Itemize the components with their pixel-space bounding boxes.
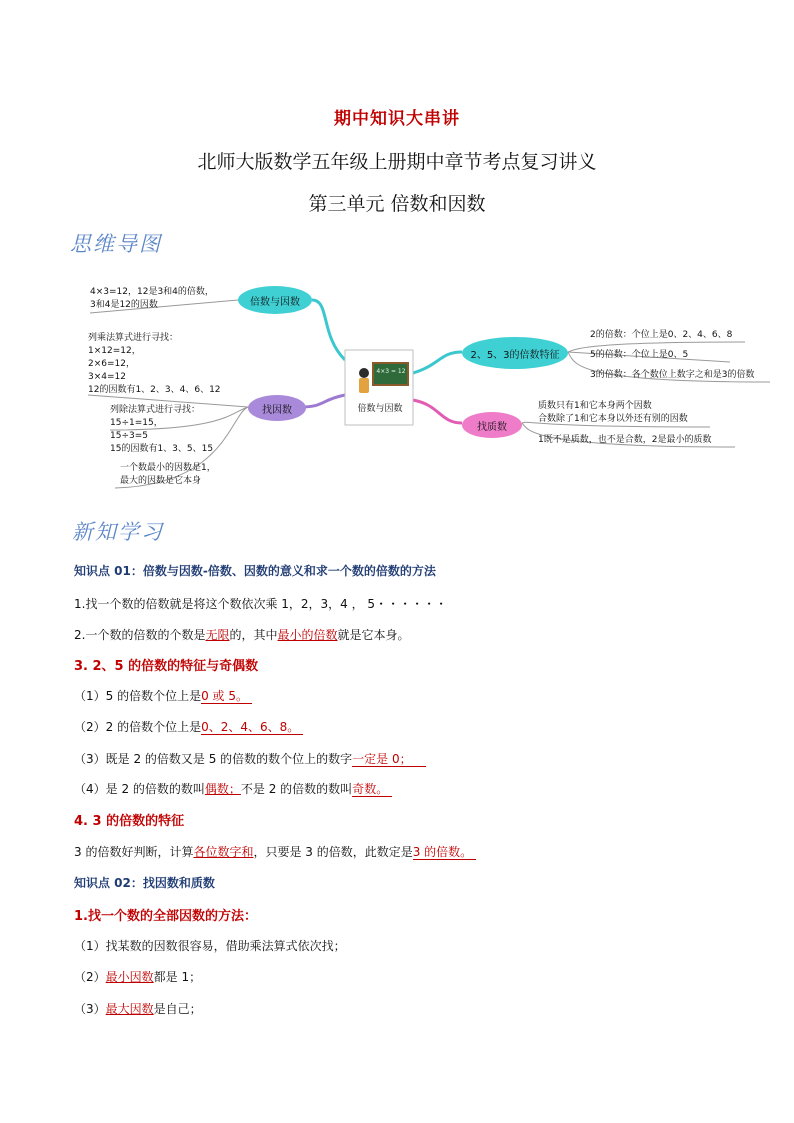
mindmap xyxy=(0,255,794,505)
point-2: （2）2 的倍数个位上是0、2、4、6、8。 xyxy=(74,718,303,735)
node-multiple-features: 2、5、3的倍数特征 xyxy=(462,337,568,369)
knowledge-point-2: 知识点 02：找因数和质数 xyxy=(74,876,215,890)
step-2: （2）最小因数都是 1； xyxy=(74,970,202,984)
line-1: 1.找一个数的倍数就是将这个数依次乘 1，2，3，4 ， 5・・・・・・ xyxy=(74,597,448,611)
step-1: （1）找某数的因数很容易，借助乘法算式依次找； xyxy=(74,939,346,953)
mindmap-center-label: 倍数与因数 xyxy=(357,404,403,414)
page-title: 期中知识大串讲 xyxy=(334,109,460,129)
line-2: 2.一个数的倍数的个数是无限的，其中最小的倍数就是它本身。 xyxy=(74,628,410,642)
line-3-multiples: 3 的倍数好判断，计算各位数字和，只要是 3 的倍数，此数定是3 的倍数。 xyxy=(74,843,476,860)
note-division-method: 列除法算式进行寻找： 15÷1=15， 15÷3=5 15的因数有1、3、5、15 xyxy=(110,405,214,454)
note-feature-2: 2的倍数：个位上是0、2、4、6、8 xyxy=(590,330,733,340)
note-min-max-factor: 一个数最小的因数是1， 最大的因数是它本身 xyxy=(120,463,216,486)
point-1: （1）5 的倍数个位上是0 或 5。 xyxy=(74,687,252,704)
node-find-primes: 找质数 xyxy=(462,412,522,438)
point-3: （3）既是 2 的倍数又是 5 的倍数的数个位上的数字一定是 0； xyxy=(74,750,426,767)
note-smallest-prime: 1既不是质数，也不是合数，2是最小的质数 xyxy=(538,435,712,445)
mindmap-section-label: 思维导图 xyxy=(70,232,162,256)
point-4: （4）是 2 的倍数的数叫偶数；不是 2 的倍数的数叫奇数。 xyxy=(74,780,392,797)
node-multiples-factors: 倍数与因数 xyxy=(238,286,312,314)
newlearn-section-label: 新知学习 xyxy=(72,520,164,544)
heading-3-multiples: 4. 3 的倍数的特征 xyxy=(74,814,185,829)
heading-2-5-multiples: 3. 2、5 的倍数的特征与奇偶数 xyxy=(74,659,259,674)
knowledge-point-1: 知识点 01：倍数与因数-倍数、因数的意义和求一个数的倍数的方法 xyxy=(74,564,436,578)
heading-find-factors: 1.找一个数的全部因数的方法： xyxy=(74,909,257,924)
note-multiplication-method: 列乘法算式进行寻找： 1×12=12， 2×6=12， 3×4=12 12的因数有1、2、3、4、6、12 xyxy=(88,333,221,395)
board-text: 4×3 = 12 xyxy=(376,368,406,375)
page-subtitle: 北师大版数学五年级上册期中章节考点复习讲义 xyxy=(197,151,597,173)
step-3: （3）最大因数是自己； xyxy=(74,1002,202,1016)
unit-title: 第三单元 倍数和因数 xyxy=(308,193,486,215)
note-primes: 质数只有1和它本身两个因数 合数除了1和它本身以外还有别的因数 xyxy=(538,401,688,424)
note-feature-5: 5的倍数：个位上是0、5 xyxy=(590,350,689,360)
node-find-factors: 找因数 xyxy=(248,395,306,421)
note-multiples-factors: 4×3=12，12是3和4的倍数， 3和4是12的因数 xyxy=(90,287,214,310)
note-feature-3: 3的倍数：各个数位上数字之和是3的倍数 xyxy=(590,370,755,380)
